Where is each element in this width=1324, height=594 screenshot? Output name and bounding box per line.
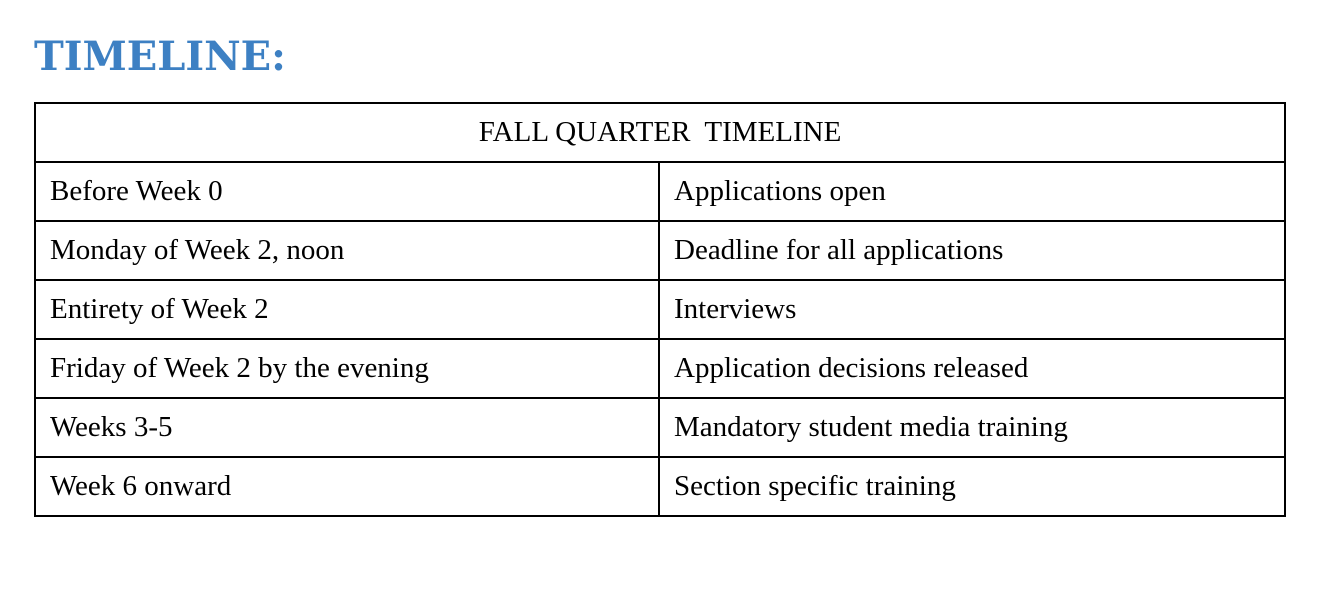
table-row: [35, 398, 1285, 457]
table-row: [35, 339, 1285, 398]
timeline-when-cell: Monday of Week 2, noon: [35, 221, 659, 280]
table-row: [35, 457, 1285, 516]
timeline-when-cell: Before Week 0: [35, 162, 659, 221]
timeline-what-cell: Deadline for all applications: [659, 221, 1285, 280]
timeline-what-cell: Interviews: [659, 280, 1285, 339]
timeline-when-cell: Entirety of Week 2: [35, 280, 659, 339]
table-row: [35, 280, 1285, 339]
timeline-when-cell: Week 6 onward: [35, 457, 659, 516]
timeline-table: [34, 102, 1286, 517]
timeline-when-cell: Weeks 3-5: [35, 398, 659, 457]
table-row: [35, 162, 1285, 221]
timeline-what-cell: Application decisions released: [659, 339, 1285, 398]
page-heading: TIMELINE:: [34, 33, 286, 80]
timeline-what-cell: Section specific training: [659, 457, 1285, 516]
table-row: [35, 221, 1285, 280]
timeline-what-cell: Mandatory student media training: [659, 398, 1285, 457]
table-title-row: [35, 103, 1285, 162]
timeline-what-cell: Applications open: [659, 162, 1285, 221]
timeline-when-cell: Friday of Week 2 by the evening: [35, 339, 659, 398]
table-title: FALL QUARTER TIMELINE: [35, 103, 1285, 162]
